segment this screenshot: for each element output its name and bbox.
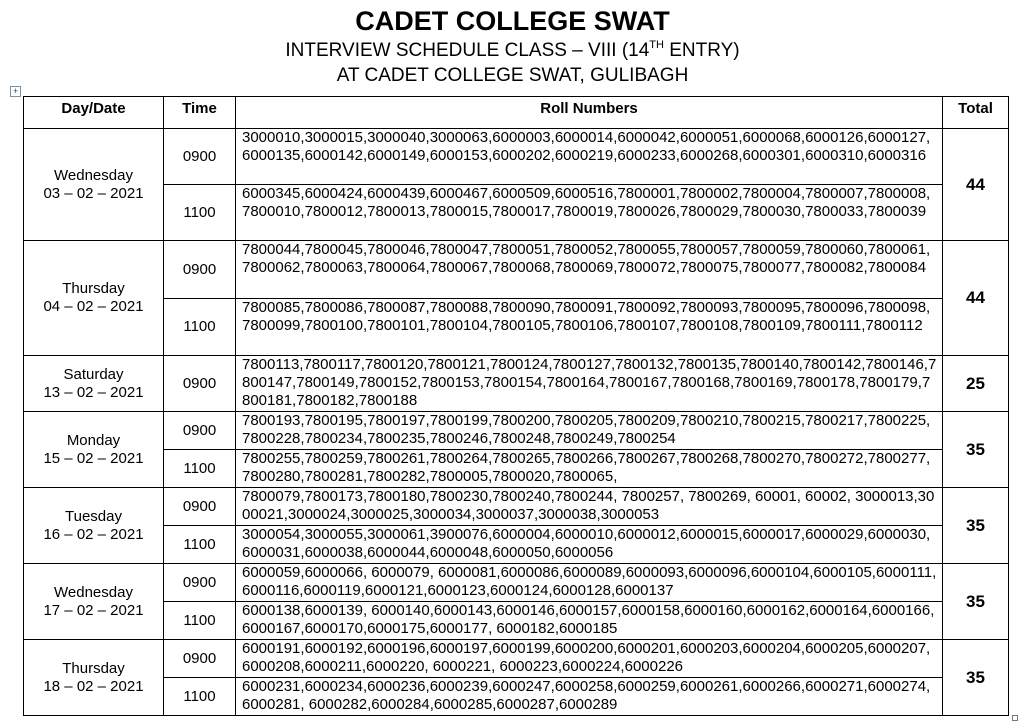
location-subtitle: AT CADET COLLEGE SWAT, GULIBAGH <box>336 65 689 86</box>
total-cell: 25 <box>943 356 1009 412</box>
time-cell: 0900 <box>164 129 236 185</box>
roll-numbers-cell: 7800255,7800259,7800261,7800264,7800265,7800266,7800267,7800268,7800270,7800272,7800277,7800280,7800281,7800282,7800005,7800020,7800065, <box>236 450 943 488</box>
time-cell: 1100 <box>164 185 236 241</box>
day-name: Monday <box>66 431 121 449</box>
table-row <box>24 412 1009 450</box>
day-name: Wednesday <box>54 583 133 601</box>
day-date-cell <box>24 241 164 356</box>
roll-numbers-cell: 6000231,6000234,6000236,6000239,6000247,6000258,6000259,6000261,6000266,6000271,6000274, 6000281, 6000282,6000284,6000285,6000287,6000289 <box>236 678 943 716</box>
time-cell: 0900 <box>164 412 236 450</box>
column-header-time: Time <box>164 97 236 129</box>
day-name: Wednesday <box>54 166 133 184</box>
day-date-cell <box>24 488 164 564</box>
roll-numbers-cell: 6000345,6000424,6000439,6000467,6000509,6000516,7800001,7800002,7800004,7800007,7800008,7800010,7800012,7800013,7800015,7800017,7800019,7800026,7800029,7800030,7800033,7800039 <box>236 185 943 241</box>
day-date: 13 – 02 – 2021 <box>43 383 144 401</box>
total-cell: 35 <box>943 412 1009 488</box>
document-end-marker <box>1012 715 1018 721</box>
table-row <box>24 356 1009 412</box>
time-cell: 1100 <box>164 602 236 640</box>
subtitle-main: INTERVIEW SCHEDULE CLASS – VIII (14 <box>285 40 650 61</box>
total-cell: 44 <box>943 129 1009 241</box>
day-date-cell <box>24 412 164 488</box>
schedule-subtitle <box>0 39 1025 63</box>
roll-numbers-cell: 7800113,7800117,7800120,7800121,7800124,7800127,7800132,7800135,7800140,7800142,7800146,7800147,7800149,7800152,7800153,7800154,7800164,7800167,7800168,7800169,7800178,7800179,7800181,7800182,7800188 <box>236 356 943 412</box>
time-cell: 1100 <box>164 678 236 716</box>
table-move-handle-icon[interactable]: + <box>10 86 21 97</box>
day-name: Thursday <box>62 280 125 297</box>
subtitle-superscript: TH <box>649 39 664 51</box>
document-title: CADET COLLEGE SWAT <box>355 6 670 36</box>
roll-numbers-cell: 7800085,7800086,7800087,7800088,7800090,7800091,7800092,7800093,7800095,7800096,7800098,7800099,7800100,7800101,7800104,7800105,7800106,7800107,7800108,7800109,7800111,7800112 <box>236 299 943 356</box>
roll-numbers-cell: 6000191,6000192,6000196,6000197,6000199,6000200,6000201,6000203,6000204,6000205,6000207,6000208,6000211,6000220, 6000221, 6000223,6000224,6000226 <box>236 640 943 678</box>
time-cell: 1100 <box>164 299 236 356</box>
table-row <box>24 241 1009 299</box>
day-name: Tuesday <box>65 507 122 525</box>
roll-numbers-cell: 6000138,6000139, 6000140,6000143,6000146,6000157,6000158,6000160,6000162,6000164,6000166,6000167,6000170,6000175,6000177, 6000182,6000185 <box>236 602 943 640</box>
time-cell: 1100 <box>164 526 236 564</box>
column-header-rolls: Roll Numbers <box>236 97 943 129</box>
roll-numbers-cell: 7800193,7800195,7800197,7800199,7800200,7800205,7800209,7800210,7800215,7800217,7800225,7800228,7800234,7800235,7800246,7800248,7800249,7800254 <box>236 412 943 450</box>
day-date: 04 – 02 – 2021 <box>43 298 144 315</box>
table-row <box>24 299 1009 356</box>
total-cell: 44 <box>943 241 1009 356</box>
day-date: 17 – 02 – 2021 <box>43 601 144 619</box>
day-date: 16 – 02 – 2021 <box>43 525 144 543</box>
day-date-cell <box>24 129 164 241</box>
time-cell: 0900 <box>164 640 236 678</box>
day-date: 15 – 02 – 2021 <box>43 449 144 467</box>
time-cell: 1100 <box>164 450 236 488</box>
day-name: Saturday <box>63 365 124 383</box>
table-row <box>24 450 1009 488</box>
table-row <box>24 564 1009 602</box>
table-row <box>24 678 1009 716</box>
roll-numbers-cell: 3000010,3000015,3000040,3000063,6000003,6000014,6000042,6000051,6000068,6000126,6000127,6000135,6000142,6000149,6000153,6000202,6000219,6000233,6000268,6000301,6000310,6000316 <box>236 129 943 185</box>
roll-numbers-cell: 3000054,3000055,3000061,3900076,6000004,6000010,6000012,6000015,6000017,6000029,6000030,6000031,6000038,6000044,6000048,6000050,6000056 <box>236 526 943 564</box>
time-cell: 0900 <box>164 241 236 299</box>
time-cell: 0900 <box>164 564 236 602</box>
column-header-total: Total <box>943 97 1009 129</box>
table-row <box>24 185 1009 241</box>
header-row <box>24 97 1009 129</box>
time-cell: 0900 <box>164 356 236 412</box>
day-date-cell <box>24 564 164 640</box>
day-date-cell <box>24 356 164 412</box>
roll-numbers-cell: 6000059,6000066, 6000079, 6000081,6000086,6000089,6000093,6000096,6000104,6000105,6000111,6000116,6000119,6000121,6000123,6000124,6000128,6000137 <box>236 564 943 602</box>
total-cell: 35 <box>943 564 1009 640</box>
day-date: 03 – 02 – 2021 <box>43 184 144 202</box>
day-date: 18 – 02 – 2021 <box>43 677 144 695</box>
table-row <box>24 602 1009 640</box>
roll-numbers-cell: 7800079,7800173,7800180,7800230,7800240,7800244, 7800257, 7800269, 60001, 60002, 3000013,3000021,3000024,3000025,3000034,3000037,3000038,3000053 <box>236 488 943 526</box>
roll-numbers-cell: 7800044,7800045,7800046,7800047,7800051,7800052,7800055,7800057,7800059,7800060,7800061,7800062,7800063,7800064,7800067,7800068,7800069,7800072,7800075,7800077,7800082,7800084 <box>236 241 943 299</box>
table-row <box>24 526 1009 564</box>
interview-schedule-table <box>23 96 1009 716</box>
total-cell: 35 <box>943 640 1009 716</box>
total-cell: 35 <box>943 488 1009 564</box>
time-cell: 0900 <box>164 488 236 526</box>
table-row <box>24 640 1009 678</box>
day-date-cell <box>24 640 164 716</box>
subtitle-end: ENTRY) <box>663 40 740 61</box>
table-row <box>24 129 1009 185</box>
table-row <box>24 488 1009 526</box>
day-name: Thursday <box>62 659 125 677</box>
column-header-day: Day/Date <box>24 97 164 129</box>
